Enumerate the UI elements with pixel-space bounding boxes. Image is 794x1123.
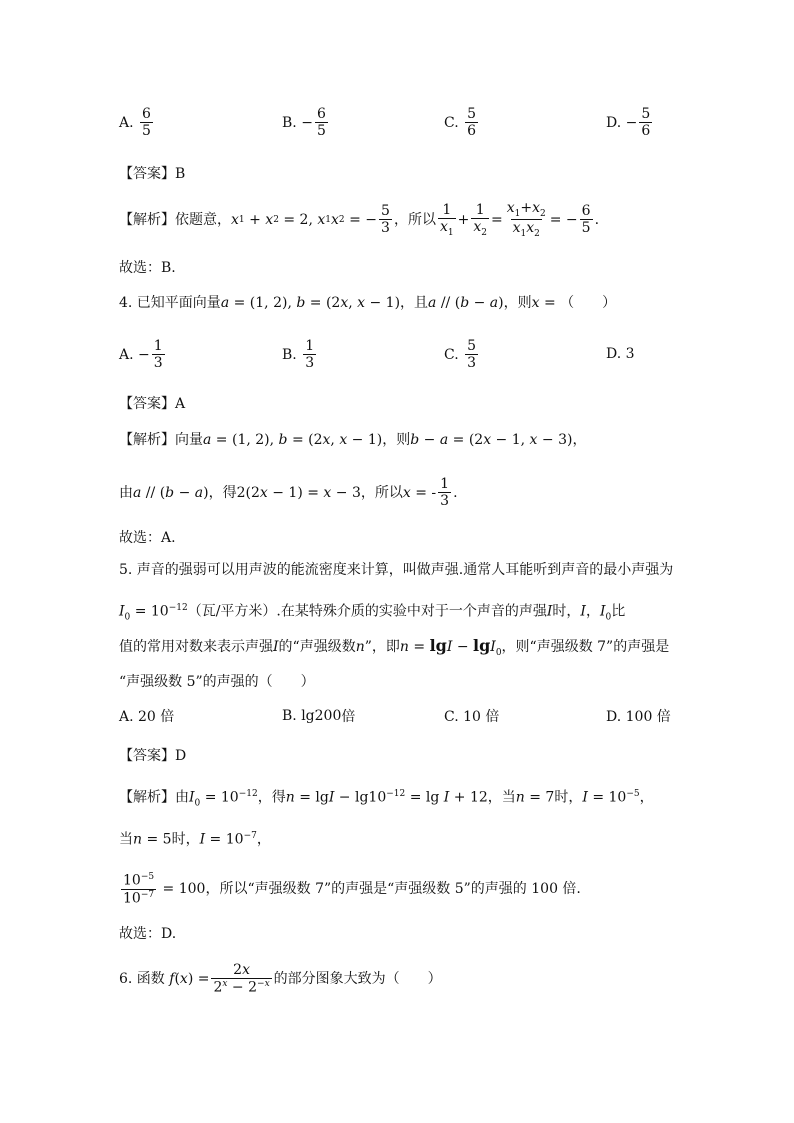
q5-conclusion: 故选：D. <box>119 926 177 942</box>
q5-stem-line2: $I_0 = 10^{-12}$（瓦/平方米）.在某特殊介质的实验中对于一个声音的声强I时，I，$I_0$比 <box>119 603 626 623</box>
q5-stem-line4: “声强级数 5”的声强的（ ） <box>119 674 315 690</box>
q5-stem-line3: 值的常用对数来表示声强I的“声强级数n”，即n = lgI − lgI$_0$，则“声强级数 7”的声强是 <box>119 636 670 658</box>
fraction: $\frac{5}{6}$ <box>467 106 477 140</box>
q5-analysis-line3: $\frac{10^{-5}}{10^{-7}}$ = 100 ，所以“声强级数 7”的声强是“声强级数 5”的声强的 100 倍. <box>123 872 581 907</box>
q3-option-b: B. − $\frac{6}{5}$ <box>282 106 326 140</box>
q4-analysis: 【解析】向量a = (1, 2), b = (2x, x − 1)，则b − a = (2x − 1, x − 3)， <box>119 432 587 448</box>
q5-option-b: B. lg200 倍 <box>282 708 356 725</box>
q5-option-d: D. 100 倍 <box>606 709 671 725</box>
q4-stem: 4. 已知平面向量a = (1, 2), b = (2x, x − 1)，且a // (b − a)，则x = （ ） <box>119 295 617 311</box>
q5-analysis-line2: 当n = 5时，$I = 10^{-7}$， <box>119 831 271 848</box>
q3-conclusion: 故选：B. <box>119 260 176 276</box>
q3-option-a: A. $\frac{6}{5}$ <box>119 106 151 140</box>
fraction: $\frac{6}{5}$ <box>316 106 326 140</box>
q3-option-c: C. $\frac{5}{6}$ <box>444 106 477 140</box>
q4-option-a: A. − $\frac{1}{3}$ <box>119 338 163 372</box>
q4-option-b: B. $\frac{1}{3}$ <box>282 338 315 372</box>
q3-option-d: D. − $\frac{5}{6}$ <box>606 106 651 140</box>
fraction: $\frac{5}{6}$ <box>641 106 651 140</box>
q5-analysis: 【解析】由$I_0 = 10^{-12}$，得$n = \lg I - \lg 10^{-12} = \lg I + 12$，当n = 7时，$I = 10^{-5}$， <box>119 789 654 809</box>
q4-answer: 【答案】A <box>119 396 186 412</box>
q5-answer: 【答案】D <box>119 748 187 764</box>
q6-stem: 6. 函数 f ( x ) = $\frac{2x}{2^x - 2^{-x}}$ 的部分图象大致为（ ） <box>119 962 442 996</box>
q3-analysis: 【解析】 依题意， x 1 + x 2 = 2, x 1 x 2 = − $\frac{5}{3}$ ，所以 $\frac{1}{x_1}$ + $\frac{1}{x_2}$ = $\frac{x_1+x_2}{x_1x_2}$ = − $\frac{6}{5}$ . <box>119 200 600 239</box>
q5-stem-line1: 5. 声音的强弱可以用声波的能流密度来计算，叫做声强.通常人耳能听到声音的最小声强为 <box>119 562 674 578</box>
q4-option-d: D. 3 <box>606 346 635 362</box>
q5-option-a: A. 20 倍 <box>119 709 175 725</box>
q4-analysis-line2: 由 a // ( b − a ) ，得 2(2 x − 1) = x − 3 ，所以 x = - $\frac{1}{3}$ . <box>119 476 458 510</box>
q4-conclusion: 故选：A. <box>119 530 176 546</box>
q5-option-c: C. 10 倍 <box>444 709 500 725</box>
fraction: $\frac{6}{5}$ <box>142 106 151 140</box>
q3-answer: 【答案】B <box>119 166 186 182</box>
q4-option-c: C. $\frac{5}{3}$ <box>444 338 477 372</box>
